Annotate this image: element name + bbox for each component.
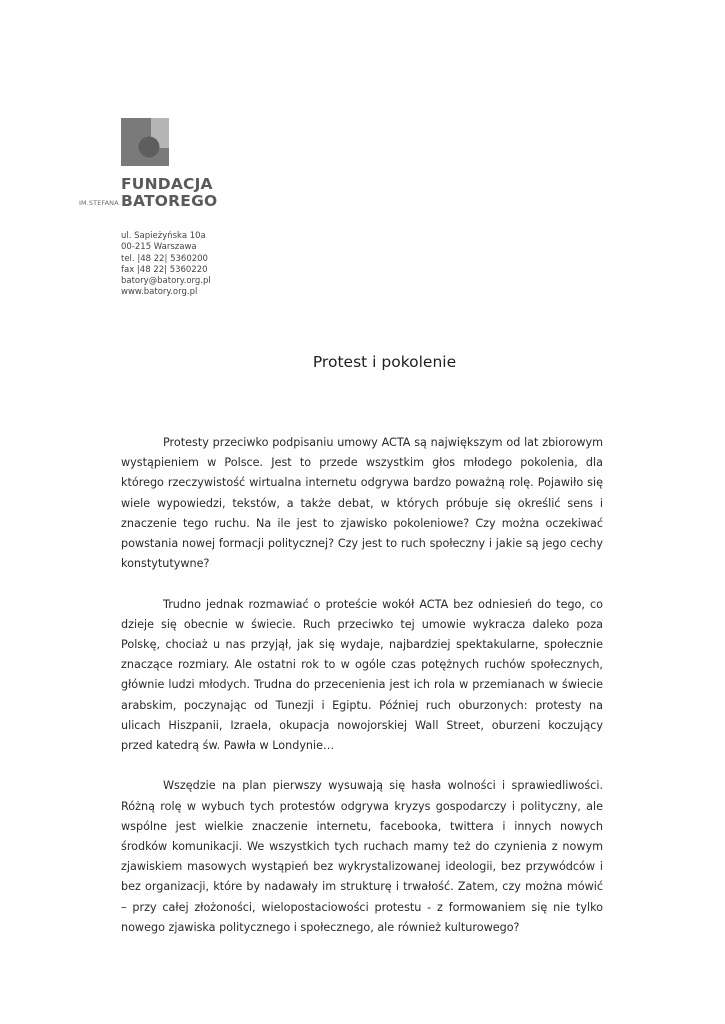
paragraph-1: Protesty przeciwko podpisaniu umowy ACTA są największym od lat zbiorowym wystąpieniem w Polsce. Jest to przede wszystkim głos młodego pokolenia, dla którego rzeczywistość wirtualna internetu odgrywa bardzo poważną rolę. Pojawiło się wiele wypowiedzi, tekstów, a także debat, w których próbuje się określić sens i znaczenie tego ruchu. Na ile jest to zjawisko pokoleniowe? Czy można oczekiwać powstania nowej formacji politycznej? Czy jest to ruch społeczny i jakie są jego cechy konstytutywne? [121, 436, 603, 571]
org-name-line2: BATOREGO [121, 192, 218, 210]
address-city: 00-215 Warszawa [121, 242, 197, 253]
address-block [121, 231, 211, 299]
document-title: Protest i pokolenie [312, 353, 457, 371]
address-phone: tel. |48 22| 5360200 [121, 253, 208, 264]
address-fax: fax |48 22| 5360220 [121, 264, 208, 275]
address-website[interactable]: www.batory.org.pl [121, 287, 198, 298]
org-name-prefix: IM.STEFANA [79, 199, 119, 207]
document-body [121, 433, 603, 958]
paragraph-2: Trudno jednak rozmawiać o proteście wokół ACTA bez odniesień do tego, co dzieje się obecnie w świecie. Ruch przeciwko tej umowie wykracza daleko poza Polskę, chociaż u nas przyjął, jak się wydaje, najbardziej spektakularne, społecznie znaczące rozmiary. Ale ostatni rok to w ogóle czas potężnych ruchów społecznych, głównie ludzi młodych. Trudna do przecenienia jest ich rola w przemianach w świecie arabskim, poczynając od Tunezji i Egiptu. Później ruch oburzonych: protesty na ulicach Hiszpanii, Izraela, okupacja nowojorskiej Wall Street, oburzeni koczujący przed katedrą św. Pawła w Londynie… [121, 597, 603, 753]
foundation-logo-icon [121, 118, 169, 166]
paragraph-3: Wszędzie na plan pierwszy wysuwają się hasła wolności i sprawiedliwości. Różną rolę w wybuch tych protestów odgrywa kryzys gospodarczy i polityczny, ale wspólne jest wielkie znaczenie internetu, facebooka, twittera i innych nowych środków komunikacji. We wszystkich tych ruchach mamy też do czynienia z nowym zjawiskiem masowych wystąpień bez wykrystalizowanej ideologii, bez przywódców i bez organizacji, które by nadawały im strukturę i trwałość. Zatem, czy można mówić – przy całej złożoności, wielopostaciowości protestu - z formowaniem się nie tylko nowego zjawiska politycznego i społecznego, ale również kulturowego? [121, 779, 603, 934]
org-name-line1: FUNDACJA [121, 175, 213, 193]
address-email[interactable]: batory@batory.org.pl [121, 276, 211, 287]
logo-circle [139, 137, 160, 158]
address-street: ul. Sapieżyńska 10a [121, 231, 206, 241]
